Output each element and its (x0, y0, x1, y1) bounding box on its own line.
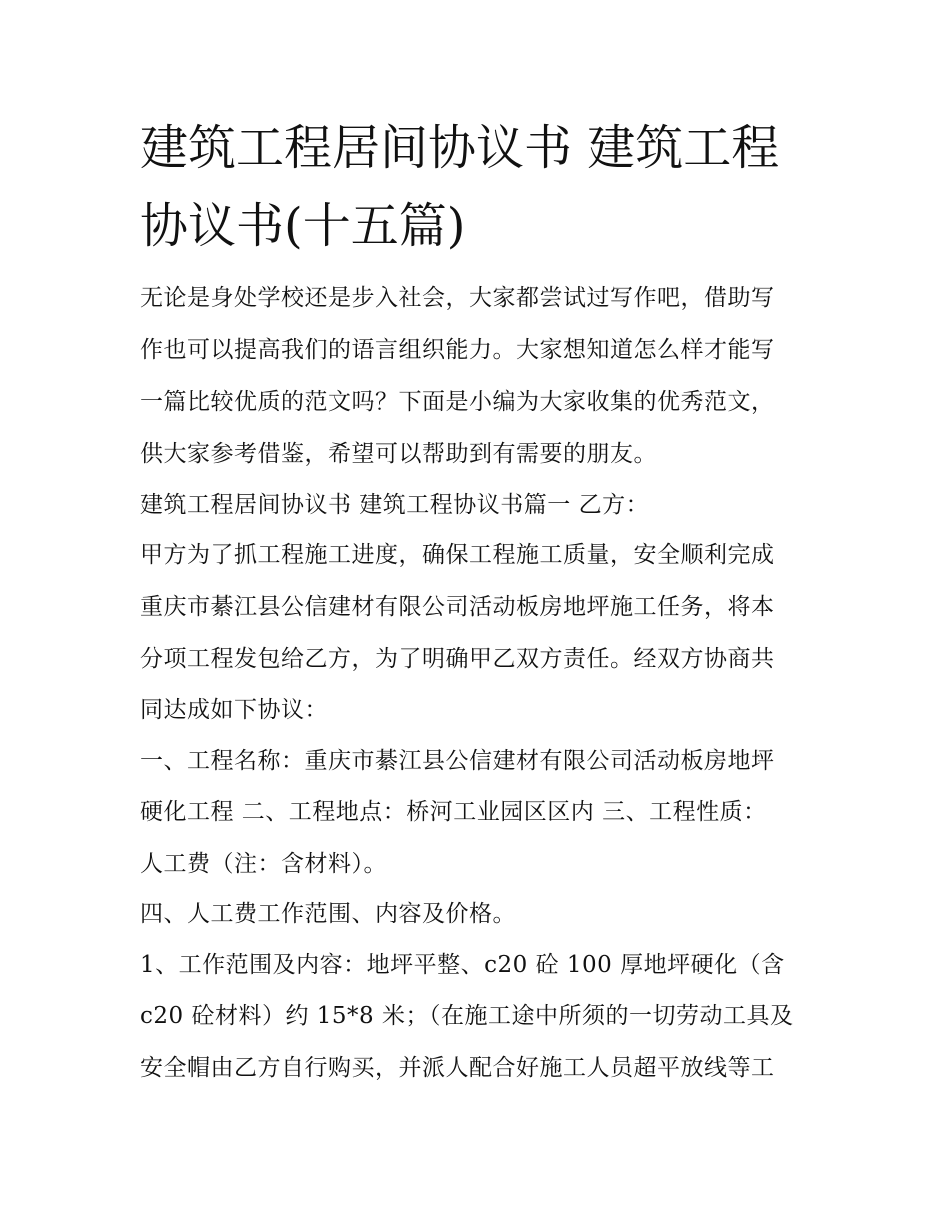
paragraph-line: 硬化工程 二、工程地点：桥河工业园区区内 三、工程性质： (140, 799, 767, 825)
paragraph-line: 作也可以提高我们的语言组织能力。大家想知道怎么样才能写 (140, 337, 775, 363)
paragraph-line: 四、人工费工作范围、内容及价格。 (140, 901, 516, 927)
paragraph-line: c20 砼材料）约 15*8 米；（在施工途中所须的一切劳动工具及 (140, 1003, 794, 1029)
document-title-line-1: 建筑工程居间协议书 建筑工程 (140, 120, 780, 176)
paragraph-line: 1、工作范围及内容：地坪平整、c20 砼 100 厚地坪硬化（含 (140, 952, 785, 978)
paragraph-line: 无论是身处学校还是步入社会，大家都尝试过写作吧，借助写 (140, 285, 775, 311)
paragraph-line: 分项工程发包给乙方，为了明确甲乙双方责任。经双方协商共 (140, 646, 775, 672)
paragraph-line: 建筑工程居间协议书 建筑工程协议书篇一 乙方： (140, 492, 650, 518)
document-title-line-2: 协议书(十五篇) (140, 198, 466, 254)
paragraph-line: 同达成如下协议： (140, 697, 328, 723)
paragraph-line: 人工费（注：含材料）。 (140, 851, 387, 877)
paragraph-line: 一、工程名称：重庆市綦江县公信建材有限公司活动板房地坪 (140, 748, 775, 774)
paragraph-line: 重庆市綦江县公信建材有限公司活动板房地坪施工任务，将本 (140, 594, 775, 620)
paragraph-line: 安全帽由乙方自行购买，并派人配合好施工人员超平放线等工 (140, 1055, 775, 1081)
paragraph-line: 一篇比较优质的范文吗？下面是小编为大家收集的优秀范文， (140, 389, 775, 415)
paragraph-line: 供大家参考借鉴，希望可以帮助到有需要的朋友。 (140, 441, 657, 467)
paragraph-line: 甲方为了抓工程施工进度，确保工程施工质量，安全顺利完成 (140, 542, 775, 568)
